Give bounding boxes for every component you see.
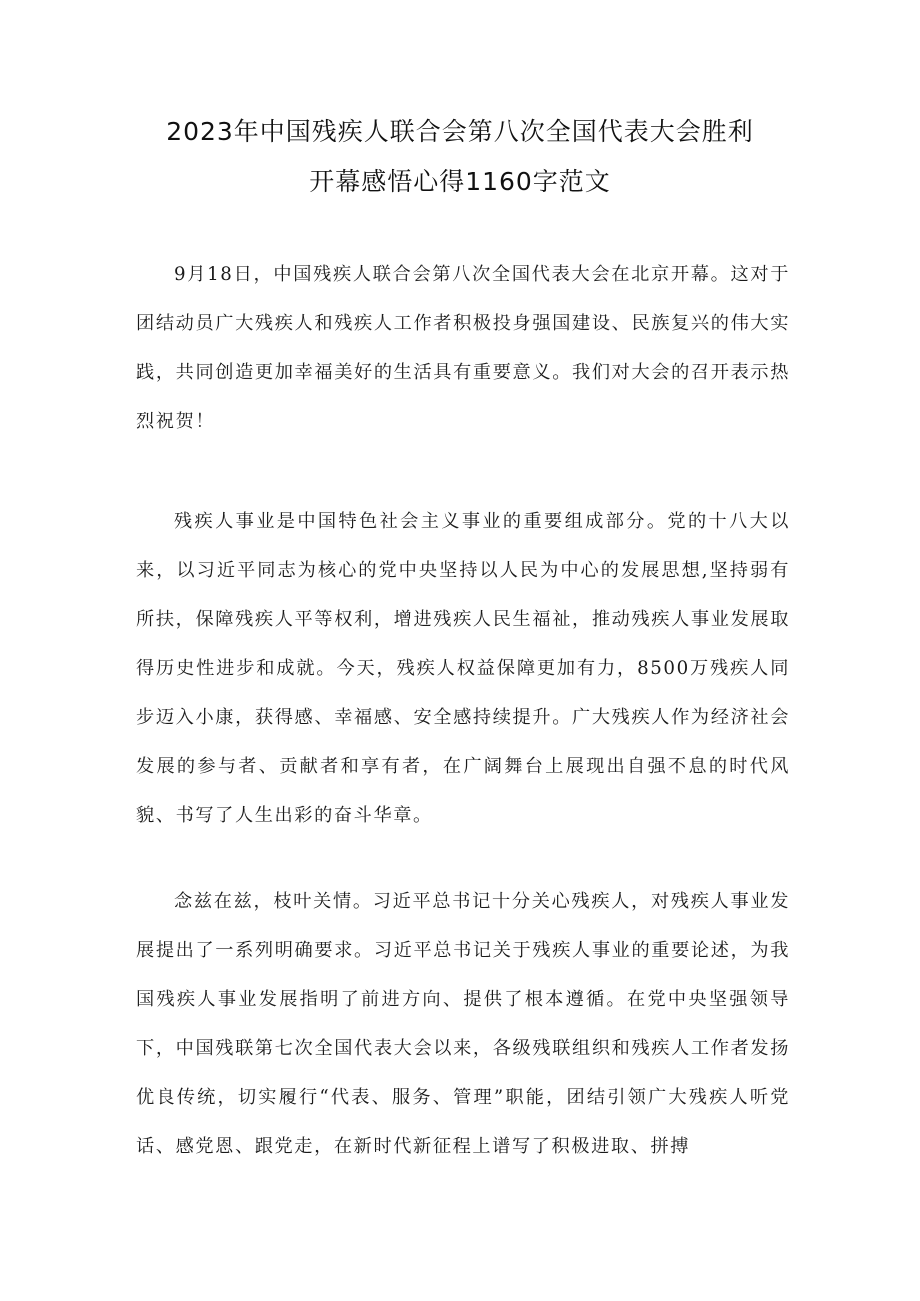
document-title-line-2: 开幕感悟心得1160字范文 — [309, 167, 611, 196]
paragraph-1: 9月18日，中国残疾人联合会第八次全国代表大会在北京开幕。这对于团结动员广大残疾人和残疾人工作者积极投身强国建设、民族复兴的伟大实践，共同创造更加幸福美好的生活具有重要意义。我们对大会的召开表示热烈祝贺！ — [136, 264, 790, 432]
paragraph-2: 残疾人事业是中国特色社会主义事业的重要组成部分。党的十八大以来，以习近平同志为核心的党中央坚持以人民为中心的发展思想,坚持弱有所扶，保障残疾人平等权利，增进残疾人民生福祉，推动残疾人事业发展取得历史性进步和成就。今天，残疾人权益保障更加有力，8500万残疾人同步迈入小康，获得感、幸福感、安全感持续提升。广大残疾人作为经济社会发展的参与者、贡献者和享有者，在广阔舞台上展现出自强不息的时代风貌、书写了人生出彩的奋斗华章。 — [136, 511, 790, 826]
document-title-line-1: 2023年中国残疾人联合会第八次全国代表大会胜利 — [166, 117, 754, 146]
paragraph-3: 念兹在兹，枝叶关情。习近平总书记十分关心残疾人，对残疾人事业发展提出了一系列明确要求。习近平总书记关于残疾人事业的重要论述，为我国残疾人事业发展指明了前进方向、提供了根本遵循。在党中央坚强领导下，中国残联第七次全国代表大会以来，各级残联组织和残疾人工作者发扬优良传统，切实履行“代表、服务、管理”职能，团结引领广大残疾人听党话、感党恩、跟党走，在新时代新征程上谱写了积极进取、拼搏 — [136, 891, 790, 1157]
